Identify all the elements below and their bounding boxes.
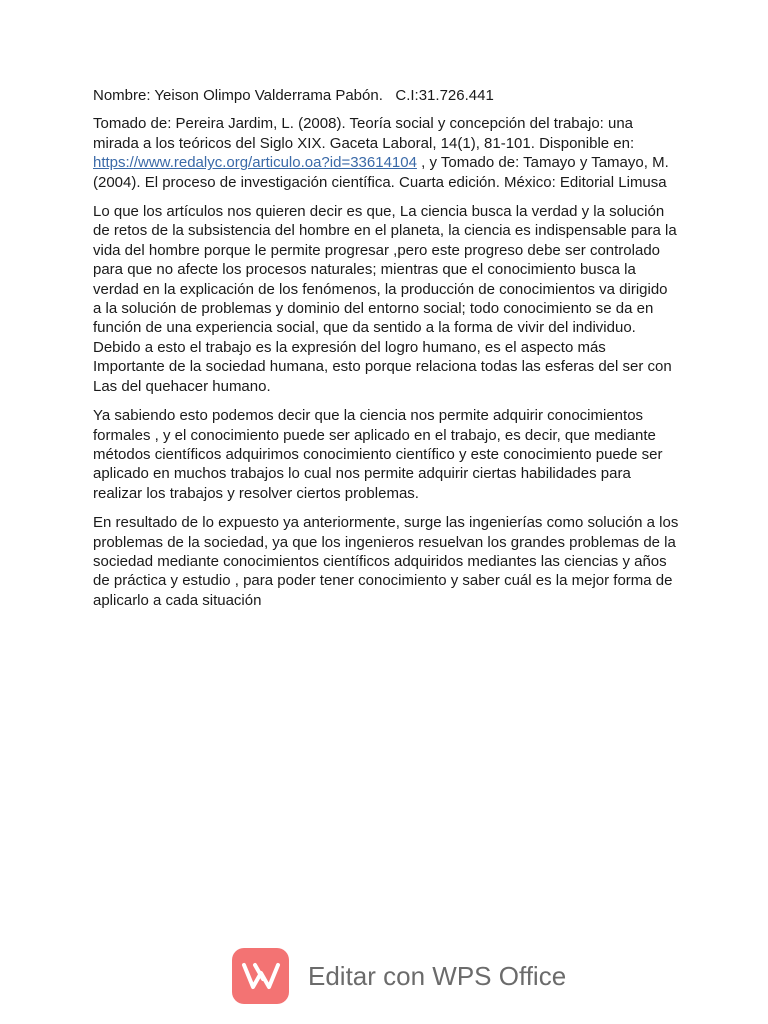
author-header: Nombre: Yeison Olimpo Valderrama Pabón. C.I:31.726.441: [93, 87, 494, 104]
body-paragraph-3: En resultado de lo expuesto ya anteriormente, surge las ingenierías como solución a los problemas de la sociedad, ya que los ingenieros resuelvan los grandes problemas de la sociedad mediante conocimientos científicos adquiridos mediantes las ciencias y años de práctica y estudio , para poder tener conocimiento y saber cuál es la mejor forma de aplicarlo a cada situación: [93, 514, 679, 609]
reference-text-after: , y Tomado de: Tamayo y Tamayo, M. (2004). El proceso de investigación científica. Cuarta edición. México: Editorial Limusa: [93, 154, 669, 191]
reference-text-before: Tomado de: Pereira Jardim, L. (2008). Teoría social y concepción del trabajo: una mirada a los teóricos del Siglo XIX. Gaceta Laboral, 14(1), 81-101. Disponible en:: [93, 115, 635, 152]
edit-with-wps-label[interactable]: Editar con WPS Office: [308, 960, 567, 991]
wps-logo-icon: [232, 948, 289, 1004]
document-page: [93, 86, 679, 620]
body-paragraph-1: Lo que los artículos nos quieren decir es que, La ciencia busca la verdad y la solución de retos de la subsistencia del hombre en el planeta, la ciencia es indispensable para la vida del hombre porque le permite progresar ,pero este progreso debe ser controlado para que no afecte los procesos naturales; mientras que el conocimiento busca la verdad en la explicación de los fenómenos, la producción de conocimientos va dirigido a la solución de problemas y dominio del entorno social; todo conocimiento se da en función de una experiencia social, que da sentido a la forma de vivir del individuo. Debido a esto el trabajo es la expresión del logro humano, es el aspecto más Importante de la sociedad humana, esto porque relaciona todas las esferas del ser con Las del quehacer humano.: [93, 203, 677, 395]
reference-paragraph: [93, 114, 679, 192]
reference-link[interactable]: https://www.redalyc.org/articulo.oa?id=33614104: [93, 154, 417, 172]
body-paragraph-2: Ya sabiendo esto podemos decir que la ciencia nos permite adquirir conocimientos formales , y el conocimiento puede ser aplicado en el trabajo, es decir, que mediante métodos científicos adquirimos conocimiento científico y este conocimiento puede ser aplicado en muchos trabajos lo cual nos permite adquirir ciertas habilidades para realizar los trabajos y resolver ciertos problemas.: [93, 407, 663, 502]
edit-with-wps-banner[interactable]: [232, 948, 566, 1004]
